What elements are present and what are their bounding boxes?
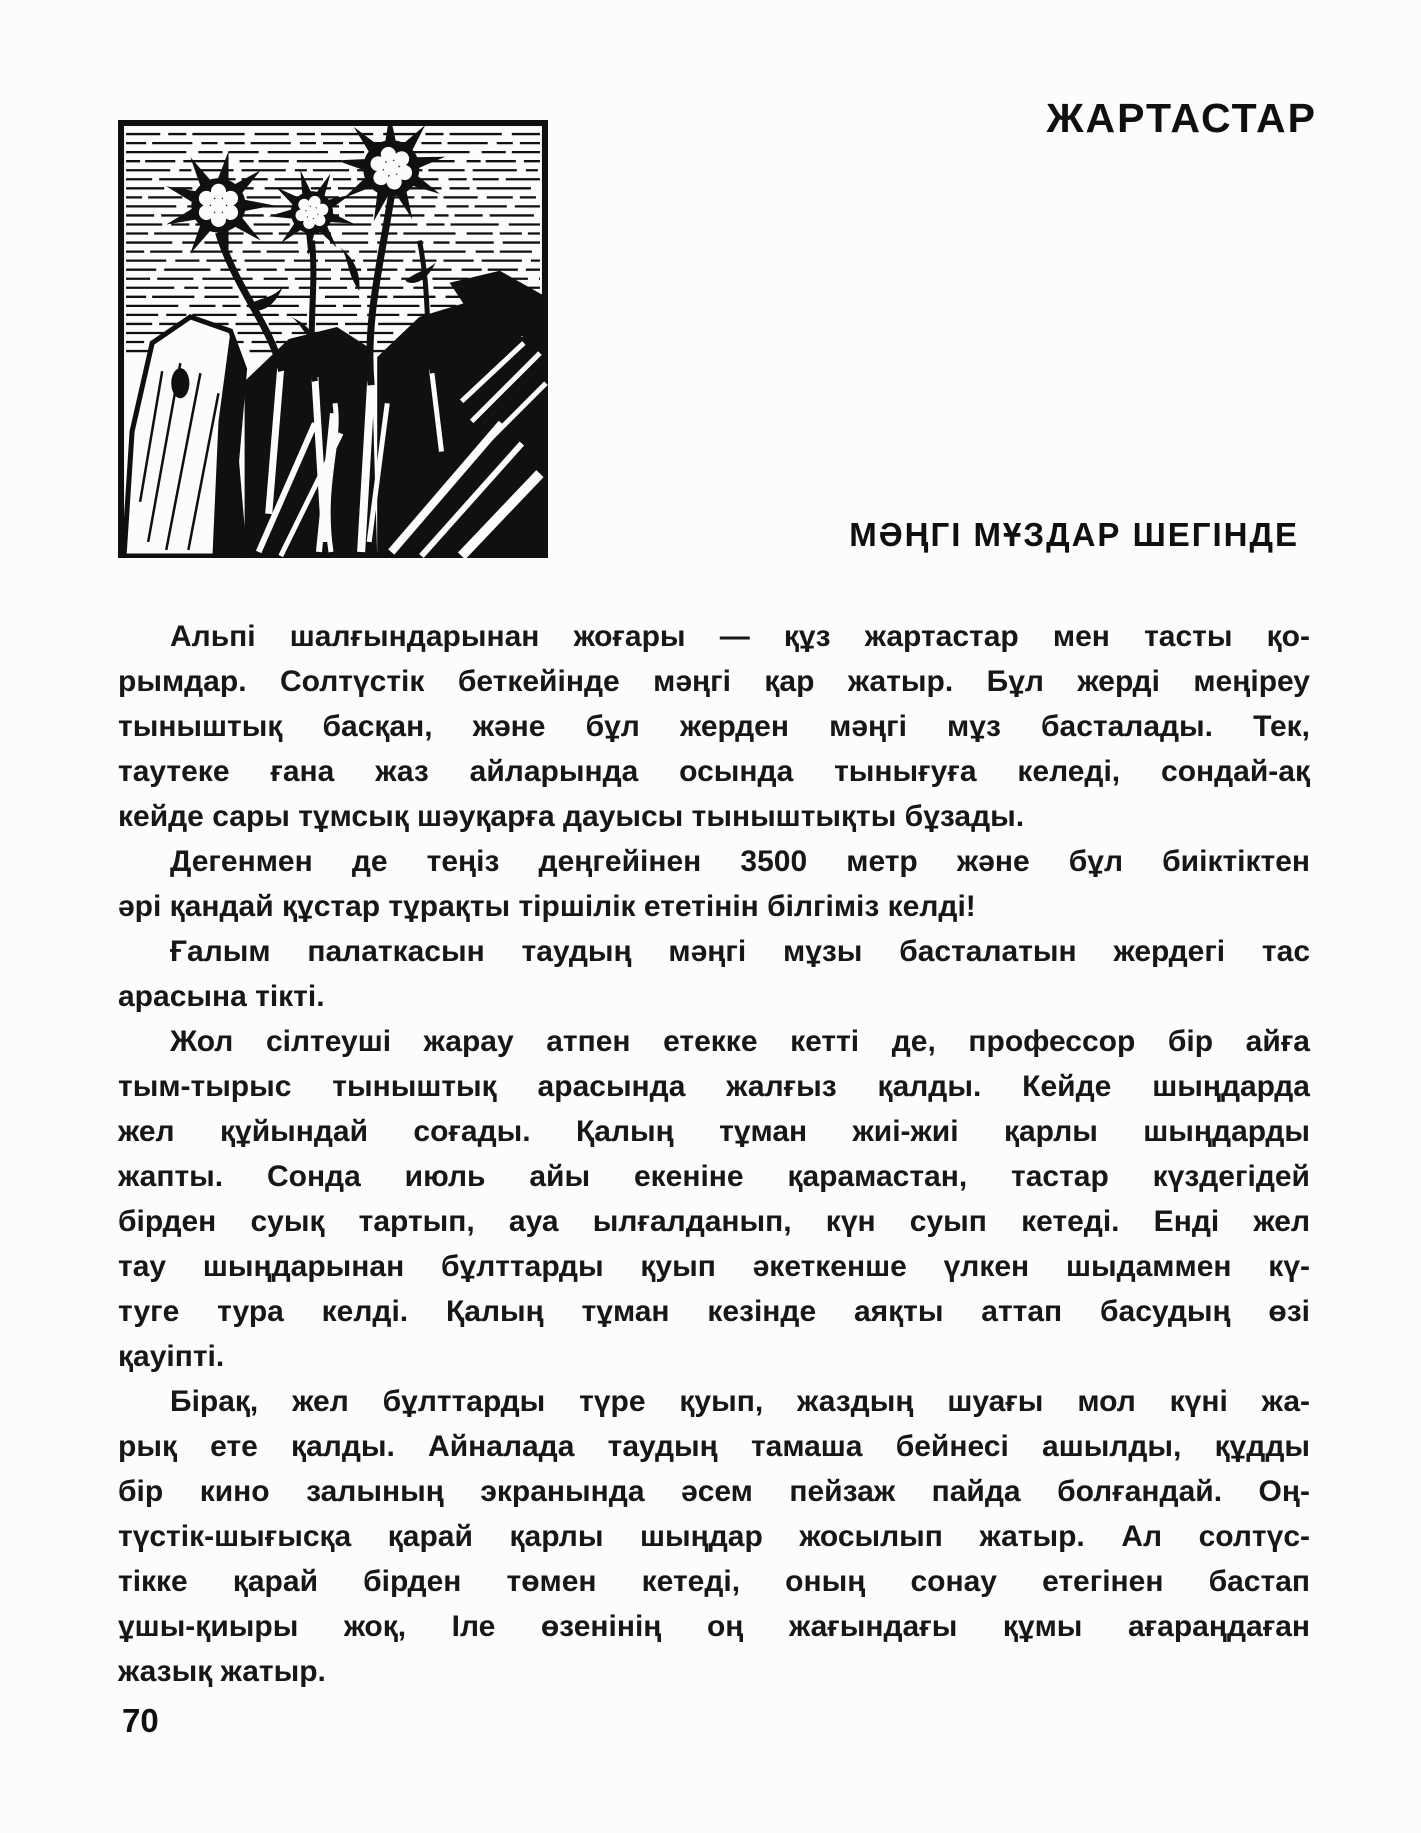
text-line: тым-тырыс тыныштық арасында жалғыз қалды. Кейде шыңдарда — [118, 1070, 1310, 1103]
text-line: жазық жатыр. — [118, 1655, 326, 1688]
text-line: түстік-шығысқа қарай қарлы шыңдар жосылып жатыр. Ал солтүс- — [118, 1520, 1310, 1553]
text-line: ұшы-қиыры жоқ, Іле өзенінің оң жағындағы құмы ағараңдаған — [118, 1610, 1310, 1643]
text-line: Жол сілтеуші жарау атпен етекке кетті де, профессор бір айға — [170, 1025, 1310, 1058]
text-line: жел құйындай соғады. Қалың тұман жиі-жиі қарлы шыңдарды — [118, 1115, 1310, 1148]
text-line: рық ете қалды. Айналада таудың тамаша бейнесі ашылды, құдды — [118, 1430, 1310, 1463]
text-line: қауіпті. — [118, 1340, 225, 1373]
text-line: Ғалым палаткасын таудың мәңгі мұзы басталатын жердегі тас — [170, 935, 1310, 968]
text-line: таутеке ғана жаз айларында осында тынығуға келеді, сондай-ақ — [118, 755, 1310, 788]
text-line: арасына тікті. — [118, 980, 325, 1013]
text-line: Дегенмен де теңіз деңгейінен 3500 метр және бұл биіктіктен — [170, 845, 1310, 878]
text-line: бір кино залының экранында әсем пейзаж пайда болғандай. Оң- — [118, 1475, 1310, 1508]
text-line: туге тура келді. Қалың тұман кезінде аяқты аттап басудың өзі — [118, 1295, 1310, 1328]
edelweiss-illustration — [118, 120, 548, 558]
edelweiss-woodcut-image — [118, 120, 548, 558]
text-line: тау шыңдарынан бұлттарды қуып әкеткенше үлкен шыдаммен кү- — [118, 1250, 1310, 1283]
rocks — [124, 271, 546, 556]
chapter-title: ЖАРТАСТАР — [1046, 95, 1317, 141]
text-line: бірден суық тартып, ауа ылғалданып, күн суып кетеді. Енді жел — [118, 1205, 1310, 1238]
text-line: тыныштық басқан, және бұл жерден мәңгі мұз басталады. Тек, — [118, 710, 1310, 743]
text-line: кейде сары тұмсық шәуқарға дауысы тыныштықты бұзады. — [118, 800, 1025, 833]
section-title: МӘҢГІ МҰЗДАР ШЕГІНДЕ — [849, 516, 1299, 553]
text-line: рымдар. Солтүстік беткейінде мәңгі қар жатыр. Бұл жерді меңіреу — [118, 665, 1310, 698]
text-line: Бірақ, жел бұлттарды түре қуып, жаздың шуағы мол күні жа- — [170, 1385, 1310, 1418]
text-line: тікке қарай бірден төмен кетеді, оның сонау етегінен бастап — [118, 1565, 1310, 1598]
body-text — [118, 614, 1310, 1694]
text-line: Альпі шалғындарынан жоғары — құз жартастар мен тасты қо- — [170, 620, 1310, 653]
text-line: жапты. Сонда июль айы екеніне қарамастан, тастар күздегідей — [118, 1160, 1310, 1193]
page-number: 70 — [122, 1702, 159, 1739]
text-line: әрі қандай құстар тұрақты тіршілік ететінін білгіміз келді! — [118, 890, 976, 923]
